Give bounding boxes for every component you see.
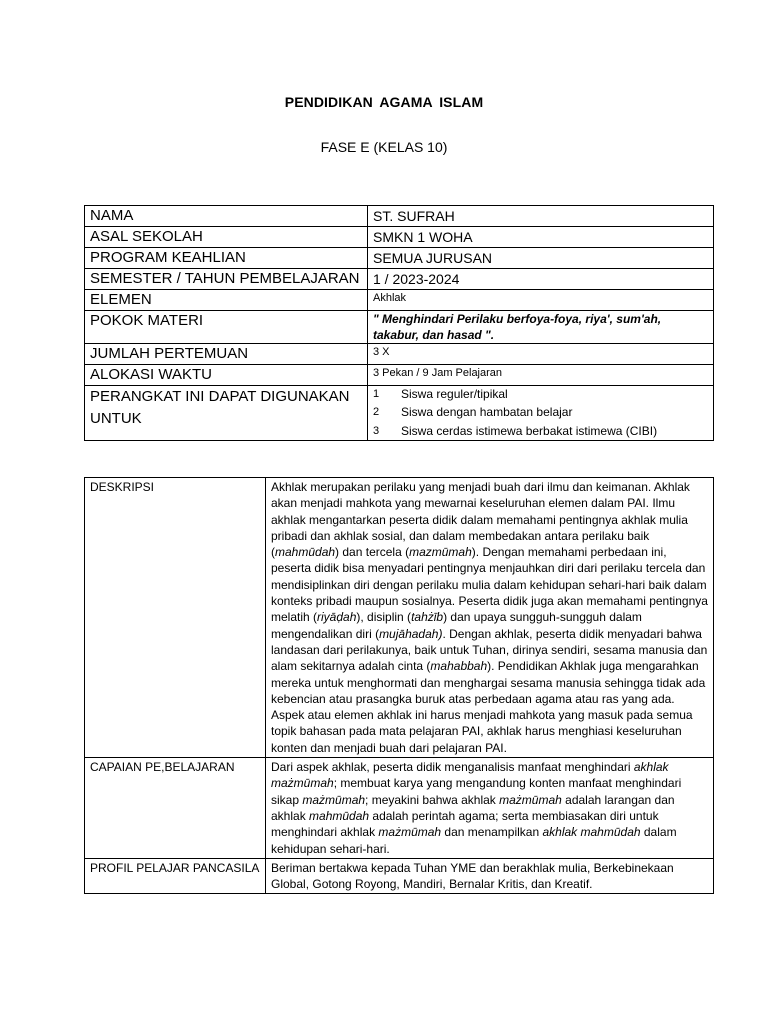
value-capaian: [266, 758, 714, 859]
label-jumlah-pertemuan: JUMLAH PERTEMUAN: [85, 344, 368, 365]
description-table: [84, 477, 714, 894]
label-deskripsi: DESKRIPSI: [85, 478, 266, 758]
label-semester: SEMESTER / TAHUN PEMBELAJARAN: [85, 269, 368, 290]
table-row: [85, 269, 714, 290]
list-text: Siswa cerdas istimewa berbakat istimewa (CIBI): [401, 424, 658, 438]
arabic-term: mazmūmah: [409, 545, 472, 560]
value-nama: ST. SUFRAH: [368, 206, 714, 227]
text-run: ). Pendidikan Akhlak juga mengarahkan mereka untuk menghormati dan menghargai sesama manusia sehingga tidak ada kebencian atau prasangka buruk atas perbedaan agama atau ras yang ada. Aspek atau elemen akhlak ini harus menjadi mahkota yang masuk pada semua topik bahasan pada mata pelajaran PAI, akhlak harus menghiasi keseluruhan konten dan menjadi buah dari pelajaran PAI.: [271, 659, 706, 755]
table-row: [85, 206, 714, 227]
document-title: PENDIDIKAN AGAMA ISLAM: [284, 94, 484, 110]
label-asal-sekolah: ASAL SEKOLAH: [85, 227, 368, 248]
table-row: [85, 344, 714, 365]
label-elemen: ELEMEN: [85, 290, 368, 311]
value-jumlah-pertemuan: 3 X: [368, 344, 714, 365]
list-item: [373, 422, 708, 440]
list-text: Siswa reguler/tipikal: [401, 387, 508, 401]
text-run: dan menampilkan: [441, 825, 543, 840]
table-row: [85, 248, 714, 269]
text-run: ) dan upaya sungguh-sungguh dalam mengendalikan diri (: [271, 610, 642, 641]
list-item: [373, 402, 708, 422]
identity-table: [84, 205, 714, 441]
text-run: ), disiplin (: [356, 610, 412, 625]
value-elemen: Akhlak: [368, 290, 714, 311]
arabic-term: tahżīb: [411, 610, 444, 625]
arabic-term: mahmūdah: [275, 545, 336, 560]
value-perangkat: [368, 386, 714, 441]
arabic-term: akhlak mażmūmah: [271, 760, 669, 791]
arabic-term: mahmūdah: [309, 808, 370, 823]
arabic-term: mażmūmah: [499, 792, 562, 807]
value-pokok-materi: " Menghindari Perilaku berfoya-foya, riya', sum'ah, takabur, dan hasad ".: [368, 311, 714, 344]
table-row: [85, 365, 714, 386]
text-run: adalah perintah agama; serta membiasakan diri untuk menghindari akhlak: [271, 808, 659, 840]
table-row: [85, 758, 714, 859]
value-semester: 1 / 2023-2024: [368, 269, 714, 290]
text-run: ) dan tercela (: [335, 545, 410, 560]
text-run: ; meyakini bahwa akhlak: [365, 792, 500, 807]
document-subtitle: FASE E (KELAS 10): [320, 139, 448, 155]
arabic-term: mażmūmah: [378, 825, 442, 840]
text-run: adalah larangan dan akhlak: [271, 792, 675, 823]
label-perangkat: PERANGKAT INI DAPAT DIGUNAKAN UNTUK: [85, 386, 368, 441]
value-program-keahlian: SEMUA JURUSAN: [368, 248, 714, 269]
label-nama: NAMA: [85, 206, 368, 227]
text-run: . Dengan akhlak, peserta didik menyadari bahwa landasan dari perilakunya, baik untuk Tuhan, dirinya sendiri, sesama manusia dan alam sekitarnya adalah cinta (: [271, 626, 708, 674]
label-program-keahlian: PROGRAM KEAHLIAN: [85, 248, 368, 269]
text-run: dalam kehidupan sehari-hari.: [271, 825, 677, 856]
label-profil: PROFIL PELAJAR PANCASILA: [85, 858, 266, 894]
value-alokasi-waktu: 3 Pekan / 9 Jam Pelajaran: [368, 365, 714, 386]
arabic-term: mażmūmah: [302, 792, 366, 807]
table-row: [85, 227, 714, 248]
arabic-term: riyāḍah: [317, 610, 357, 625]
arabic-term: mahabbah: [430, 659, 488, 674]
text-run: Akhlak merupakan perilaku yang menjadi buah dari ilmu dan keimanan. Akhlak akan menjadi mahkota yang mewarnai keseluruhan elemen dalam PAI. Ilmu akhlak mengantarkan peserta didik dalam memahami pentingnya akhlak mulia pribadi dan akhlak sosial, dan dalam membedakan antara perilaku baik (: [271, 480, 690, 560]
text-run: Dari aspek akhlak, peserta didik menganalisis manfaat menghindari: [271, 760, 634, 775]
table-row: [85, 386, 714, 441]
arabic-term: akhlak mahmūdah: [542, 825, 641, 840]
text-run: ). Dengan memahami perbedaan ini, peserta didik bisa menyadari pentingnya menjauhkan diri dari perilaku tercela dan mendisiplinkan diri dengan perilaku mulia dalam kehidupan sehari-hari baik dalam konteks pribadi maupun sosialnya. Peserta didik juga akan memahami pentingnya melatih (: [271, 545, 708, 625]
table-row: [85, 290, 714, 311]
text-run: ; membuat karya yang mengandung konten manfaat menghindari sikap: [271, 776, 682, 807]
table-row: [85, 478, 714, 758]
value-asal-sekolah: SMKN 1 WOHA: [368, 227, 714, 248]
value-profil: Beriman bertakwa kepada Tuhan YME dan berakhlak mulia, Berkebinekaan Global, Gotong Royong, Mandiri, Bernalar Kritis, dan Kreatif.: [266, 858, 714, 894]
arabic-term: mujāhadah): [379, 626, 443, 641]
label-pokok-materi: POKOK MATERI: [85, 311, 368, 344]
table-row: [85, 858, 714, 894]
list-number: 2: [373, 406, 380, 418]
list-number: 1: [373, 388, 380, 400]
list-text: Siswa dengan hambatan belajar: [401, 405, 573, 419]
target-student-list: [373, 386, 708, 440]
value-deskripsi: [266, 478, 714, 758]
label-capaian: CAPAIAN PE,BELAJARAN: [85, 758, 266, 859]
label-alokasi-waktu: ALOKASI WAKTU: [85, 365, 368, 386]
list-item: [373, 386, 708, 402]
table-row: [85, 311, 714, 344]
list-number: 3: [373, 425, 380, 437]
